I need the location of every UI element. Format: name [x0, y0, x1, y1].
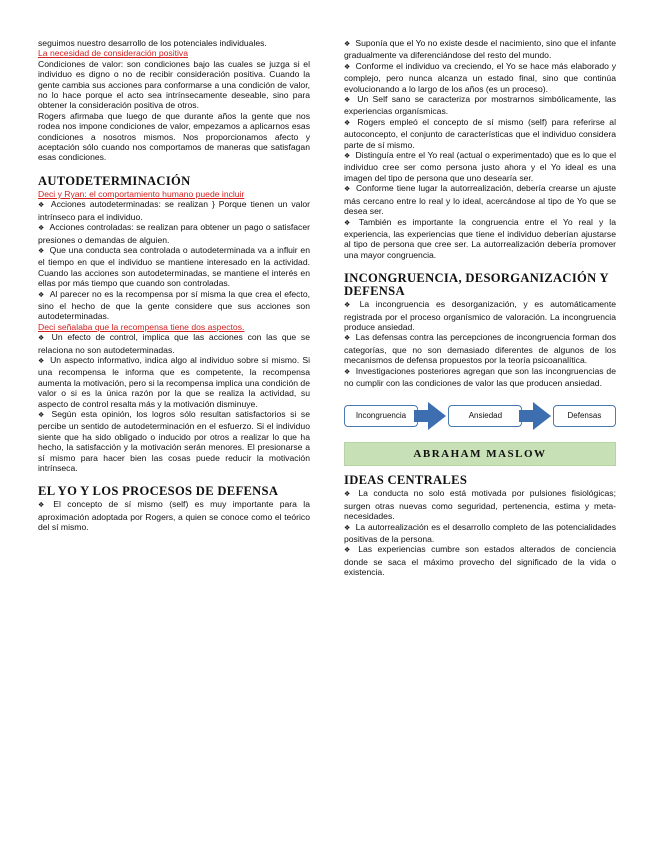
ideas-centrales-heading: IDEAS CENTRALES [344, 473, 468, 488]
left-column [38, 38, 310, 533]
self-bullet-4: ❖ Rogers empleó el concepto de sí mismo (self) para referirse al autoconcepto, el conjunto de características que el individuo considera parte de sí mismo. [344, 117, 616, 150]
deci-recompensa-link[interactable]: Deci señalaba que la recompensa tiene dos aspectos. [38, 321, 245, 332]
auto-bullet-4: ❖ Al parecer no es la recompensa por sí misma la que crea el efecto, sino el hecho de que la gente considere que sus acciones son autodeterminadas. [38, 289, 310, 322]
auto-bullet-6: ❖ Un aspecto informativo, indica algo al individuo sobre sí mismo. Si una recompensa le informa que es competente, la recompensa aumenta la motivación, pero si la recompensa implica una condición de valor o si es la única razón por la que se realiza la actividad, su aspecto de control resalta más y la motivación disminuye. [38, 355, 310, 409]
flow-box-ansiedad: Ansiedad [448, 405, 522, 427]
ideas-bullet-2: ❖ La autorrealización es el desarrollo completo de las potencialidades positivas de la persona. [344, 522, 616, 545]
incon-bullet-3: ❖ Investigaciones posteriores agregan que son las incongruencias de no cumplir con las condiciones de valor las que producen ansiedad. [344, 366, 616, 389]
intro-text: seguimos nuestro desarrollo de los potenciales individuales. [38, 38, 267, 48]
self-bullet-5: ❖ Distinguía entre el Yo real (actual o experimentado) que es lo que el individuo cree ser como persona justo ahora y el Yo ideal es una imagen del tipo de persona que uno desearía ser. [344, 150, 616, 183]
maslow-banner: ABRAHAM MASLOW [344, 442, 616, 466]
auto-bullet-2: ❖ Acciones controladas: se realizan para obtener un pago o satisfacer presiones o demandas de alguien. [38, 222, 310, 245]
self-bullet-2: ❖ Conforme el individuo va creciendo, el Yo se hace más elaborado y complejo, pero nunca alcanza un estado final, sino que continúa evolucionando a lo largo de los años (es un proceso). [344, 61, 616, 94]
auto-bullet-3: ❖ Que una conducta sea controlada o autodeterminada va a influir en el tiempo en que el individuo se mantiene interesado en la actividad. Cuando las acciones son autodeterminadas, se mantiene el interés en ellas por más tiempo que cuando son controladas. [38, 245, 310, 289]
ideas-bullet-1: ❖ La conducta no solo está motivada por pulsiones fisiológicas; surgen otras nuevas como seguridad, pertenencia, estima y meta-necesidades. [344, 488, 616, 521]
right-column [344, 38, 616, 578]
auto-bullet-5: ❖ Un efecto de control, implica que las acciones con las que se relaciona no son autodeterminadas. [38, 332, 310, 355]
self-bullet-3: ❖ Un Self sano se caracteriza por mostrarnos simbólicamente, las experiencias organísmicas. [344, 94, 616, 117]
autodeterminacion-heading: AUTODETERMINACIÓN [38, 173, 191, 188]
flow-box-defensas: Defensas [553, 405, 616, 427]
self-bullet-7: ❖ También es importante la congruencia entre el Yo real y la experiencia, las experiencias que tiene el individuo deberían ajustarse al tipo de persona que cree ser. La autorrealización debería promover una mayor congruencia. [344, 217, 616, 261]
yo-bullet-1: ❖ El concepto de sí mismo (self) es muy importante para la aproximación adoptada por Rogers, a quien se conoce como el teórico del sí mismo. [38, 499, 310, 532]
incon-bullet-1: ❖ La incongruencia es desorganización, y es automáticamente registrada por el proceso organísmico de valoración. La incongruencia produce ansiedad. [344, 299, 616, 332]
ideas-bullet-3: ❖ Las experiencias cumbre son estados alterados de conciencia donde se saca el máximo provecho del significado de la vida o existencia. [344, 544, 616, 577]
consideracion-link[interactable]: La necesidad de consideración positiva [38, 48, 189, 59]
yo-defensa-heading: EL YO Y LOS PROCESOS DE DEFENSA [38, 484, 279, 499]
deci-ryan-link[interactable]: Deci y Ryan: el comportamiento humano puede incluir [38, 188, 245, 199]
incongruencia-flow-diagram [344, 402, 616, 430]
incon-bullet-2: ❖ Las defensas contra las percepciones de incongruencia forman dos categorías, que no son demasiado diferentes de algunos de los mecanismos de defensa propuestos por la teoría psicoanalítica. [344, 332, 616, 365]
arrow-right-icon [533, 402, 551, 430]
flow-box-incongruencia: Incongruencia [344, 405, 418, 427]
self-bullet-6: ❖ Conforme tiene lugar la autorrealización, debería crearse un ajuste más cercano entre lo real y lo ideal, acercándose al tipo de Yo que se desea ser. [344, 183, 616, 216]
incongruencia-heading: INCONGRUENCIA, DESORGANIZACIÓN Y DEFENSA [344, 271, 609, 299]
auto-bullet-7: ❖ Según esta opinión, los logros sólo resultan satisfactorios si se percibe un sentido de autodeterminación en el esfuerzo. Si el individuo siente que ha sido obligado o inducido por otros a realizar lo que ha hecho, la satisfacción y la motivación serán menores. El presionarse a sí mismo para hacer bien las cosas puede reducir la motivación intrínseca. [38, 409, 310, 473]
arrow-right-icon [428, 402, 446, 430]
consideracion-paragraph-2: Rogers afirmaba que luego de que durante años la gente que nos rodea nos impone condiciones de valor, empezamos a aplicarnos esas condiciones a nosotros mismos. Nos proporcionamos afecto y aceptación sólo cuando nos comportamos de maneras que satisfagan esas condiciones. [38, 110, 310, 163]
auto-bullet-1: ❖ Acciones autodeterminadas: se realizan } Porque tienen un valor intrínseco para el individuo. [38, 199, 310, 222]
consideracion-paragraph-1: Condiciones de valor: son condiciones bajo las cuales se juzga si el individuo es digno o no de recibir consideración positiva. Cuando la gente cambia sus acciones para conformarse a una condición de valor, no lo hace porque el acto sea intrínsecamente deseable, sino para obtener la consideración positiva de otros. [38, 58, 310, 111]
self-bullet-1: ❖ Suponía que el Yo no existe desde el nacimiento, sino que el infante gradualmente va diferenciándose del resto del mundo. [344, 38, 616, 61]
